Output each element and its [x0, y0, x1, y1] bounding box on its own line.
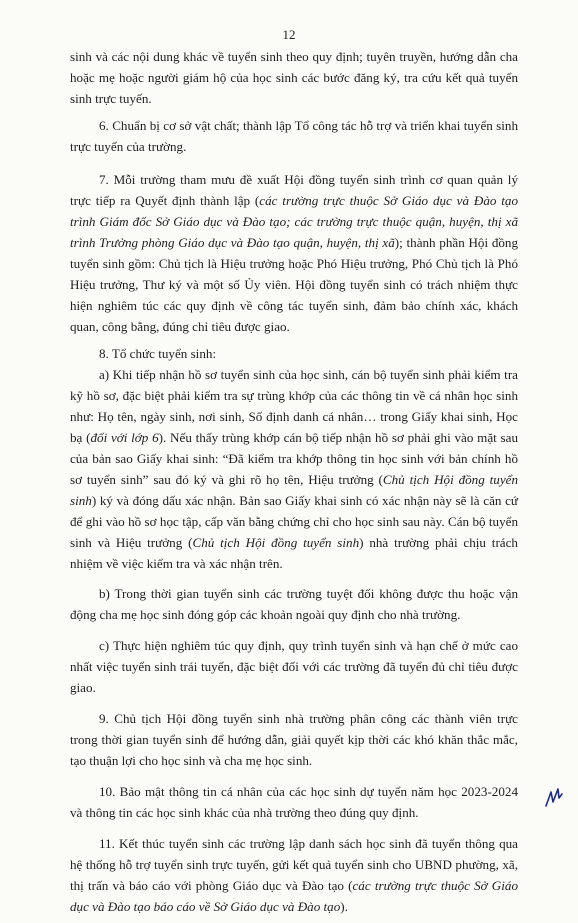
- paragraph-8a: [70, 364, 518, 574]
- p8a-text-3: ) ký và đóng dấu xác nhận. Bản sao Giấy khai sinh có xác nhận này sẽ là căn cứ để ghi vào hồ sơ học tập, cấp văn bằng chứng chỉ cho học sinh sau này. Cán bộ tuyển sinh và Hiệu trưởng (: [70, 493, 518, 550]
- paragraph-11: [70, 833, 518, 917]
- page-number: 12: [282, 27, 296, 42]
- paragraph-8c: c) Thực hiện nghiêm túc quy định, quy trình tuyển sinh và hạn chế ở mức cao nhất việc tuyển sinh trái tuyến, đặc biệt đối với các trường đã tuyển đủ chỉ tiêu được giao.: [70, 638, 518, 695]
- p8a-italic-3: Chủ tịch Hội đồng tuyển sinh: [192, 535, 360, 550]
- paragraph-8: 8. Tổ chức tuyển sinh:: [99, 346, 217, 361]
- paragraph-6: 6. Chuẩn bị cơ sở vật chất; thành lập Tổ công tác hỗ trợ và triển khai tuyển sinh trực tuyến của trường.: [70, 118, 518, 154]
- p11-text-b: ).: [340, 899, 348, 914]
- p7-italic: các trường trực thuộc Sở Giáo dục và Đào tạo trình Giám đốc Sở Giáo dục và Đào tạo; các trường trực thuộc quận, huyện, thị xã trình Trưởng phòng Giáo dục và Đào tạo quận, huyện, thị xã: [70, 193, 518, 250]
- paragraph-7: [70, 169, 518, 337]
- paragraph-8b: b) Trong thời gian tuyển sinh các trường tuyệt đối không được thu hoặc vận động cha mẹ học sinh đóng góp các khoản ngoài quy định cho nhà trường.: [70, 586, 518, 622]
- p8a-text-1: a) Khi tiếp nhận hồ sơ tuyển sinh của học sinh, cán bộ tuyển sinh phải kiểm tra kỹ hồ sơ, đặc biệt phải kiểm tra sự trùng khớp của các thông tin về cá nhân học sinh như: Họ tên, ngày sinh, nơi sinh, Số định danh cá nhân… trong Giấy khai sinh, Học bạ (: [70, 367, 518, 445]
- p8a-text-4: ) nhà trường phải chịu trách nhiệm về việc kiểm tra và xác nhận trên.: [70, 535, 518, 571]
- paragraph-continued: sinh và các nội dung khác về tuyển sinh theo quy định; tuyên truyền, hướng dẫn cha hoặc mẹ hoặc người giám hộ của học sinh các bước đăng ký, tra cứu kết quả tuyển sinh trực tuyến.: [70, 49, 518, 106]
- p8a-italic-2: Chủ tịch Hội đồng tuyển sinh: [70, 472, 518, 508]
- p7-text-b: ); thành phần Hội đồng tuyển sinh gồm: Chủ tịch là Hiệu trưởng hoặc Phó Hiệu trưởng, Phó Chủ tịch là Phó Hiệu trưởng, Thư ký và một số Ủy viên. Hội đồng tuyển sinh có trách nhiệm thực hiện nghiêm túc các quy định về công tác tuyển sinh, đảm bảo chính xác, khách quan, công bằng, đúng chỉ tiêu được giao.: [70, 235, 519, 334]
- paragraph-10: 10. Bảo mật thông tin cá nhân của các học sinh dự tuyển năm học 2023-2024 và thông tin các học sinh khác của nhà trường theo đúng quy định.: [70, 784, 518, 820]
- initial-mark-icon: [544, 786, 564, 813]
- document-body: [70, 46, 518, 923]
- p11-italic: các trường trực thuộc Sở Giáo dục và Đào tạo báo cáo về Sở Giáo dục và Đào tạo: [70, 878, 518, 914]
- p7-text-a: 7. Mỗi trường tham mưu đề xuất Hội đồng tuyển sinh trình cơ quan quản lý trực tiếp ra Quyết định thành lập (: [70, 172, 518, 208]
- paragraph-9: 9. Chủ tịch Hội đồng tuyển sinh nhà trường phân công các thành viên trực trong thời gian tuyển sinh để hướng dẫn, giải quyết kịp thời các khó khăn thắc mắc, tạo thuận lợi cho học sinh và cha mẹ học sinh.: [70, 711, 518, 768]
- p11-text-a: 11. Kết thúc tuyển sinh các trường lập danh sách học sinh đã tuyển thông qua hệ thống hỗ trợ tuyển sinh trực tuyến, gửi kết quả tuyển sinh cho UBND phường, xã, thị trấn và báo cáo với phòng Giáo dục và Đào tạo (: [70, 836, 518, 893]
- p8a-italic-1: đối với lớp 6: [90, 430, 159, 445]
- p8a-text-2: ). Nếu thấy trùng khớp cán bộ tiếp nhận hồ sơ phải ghi vào mặt sau của bản sao Giấy khai sinh: “Đã kiểm tra khớp thông tin học sinh với bản chính hồ sơ tuyển sinh” sau đó ký và ghi rõ họ tên, Hiệu trưởng (: [70, 430, 518, 487]
